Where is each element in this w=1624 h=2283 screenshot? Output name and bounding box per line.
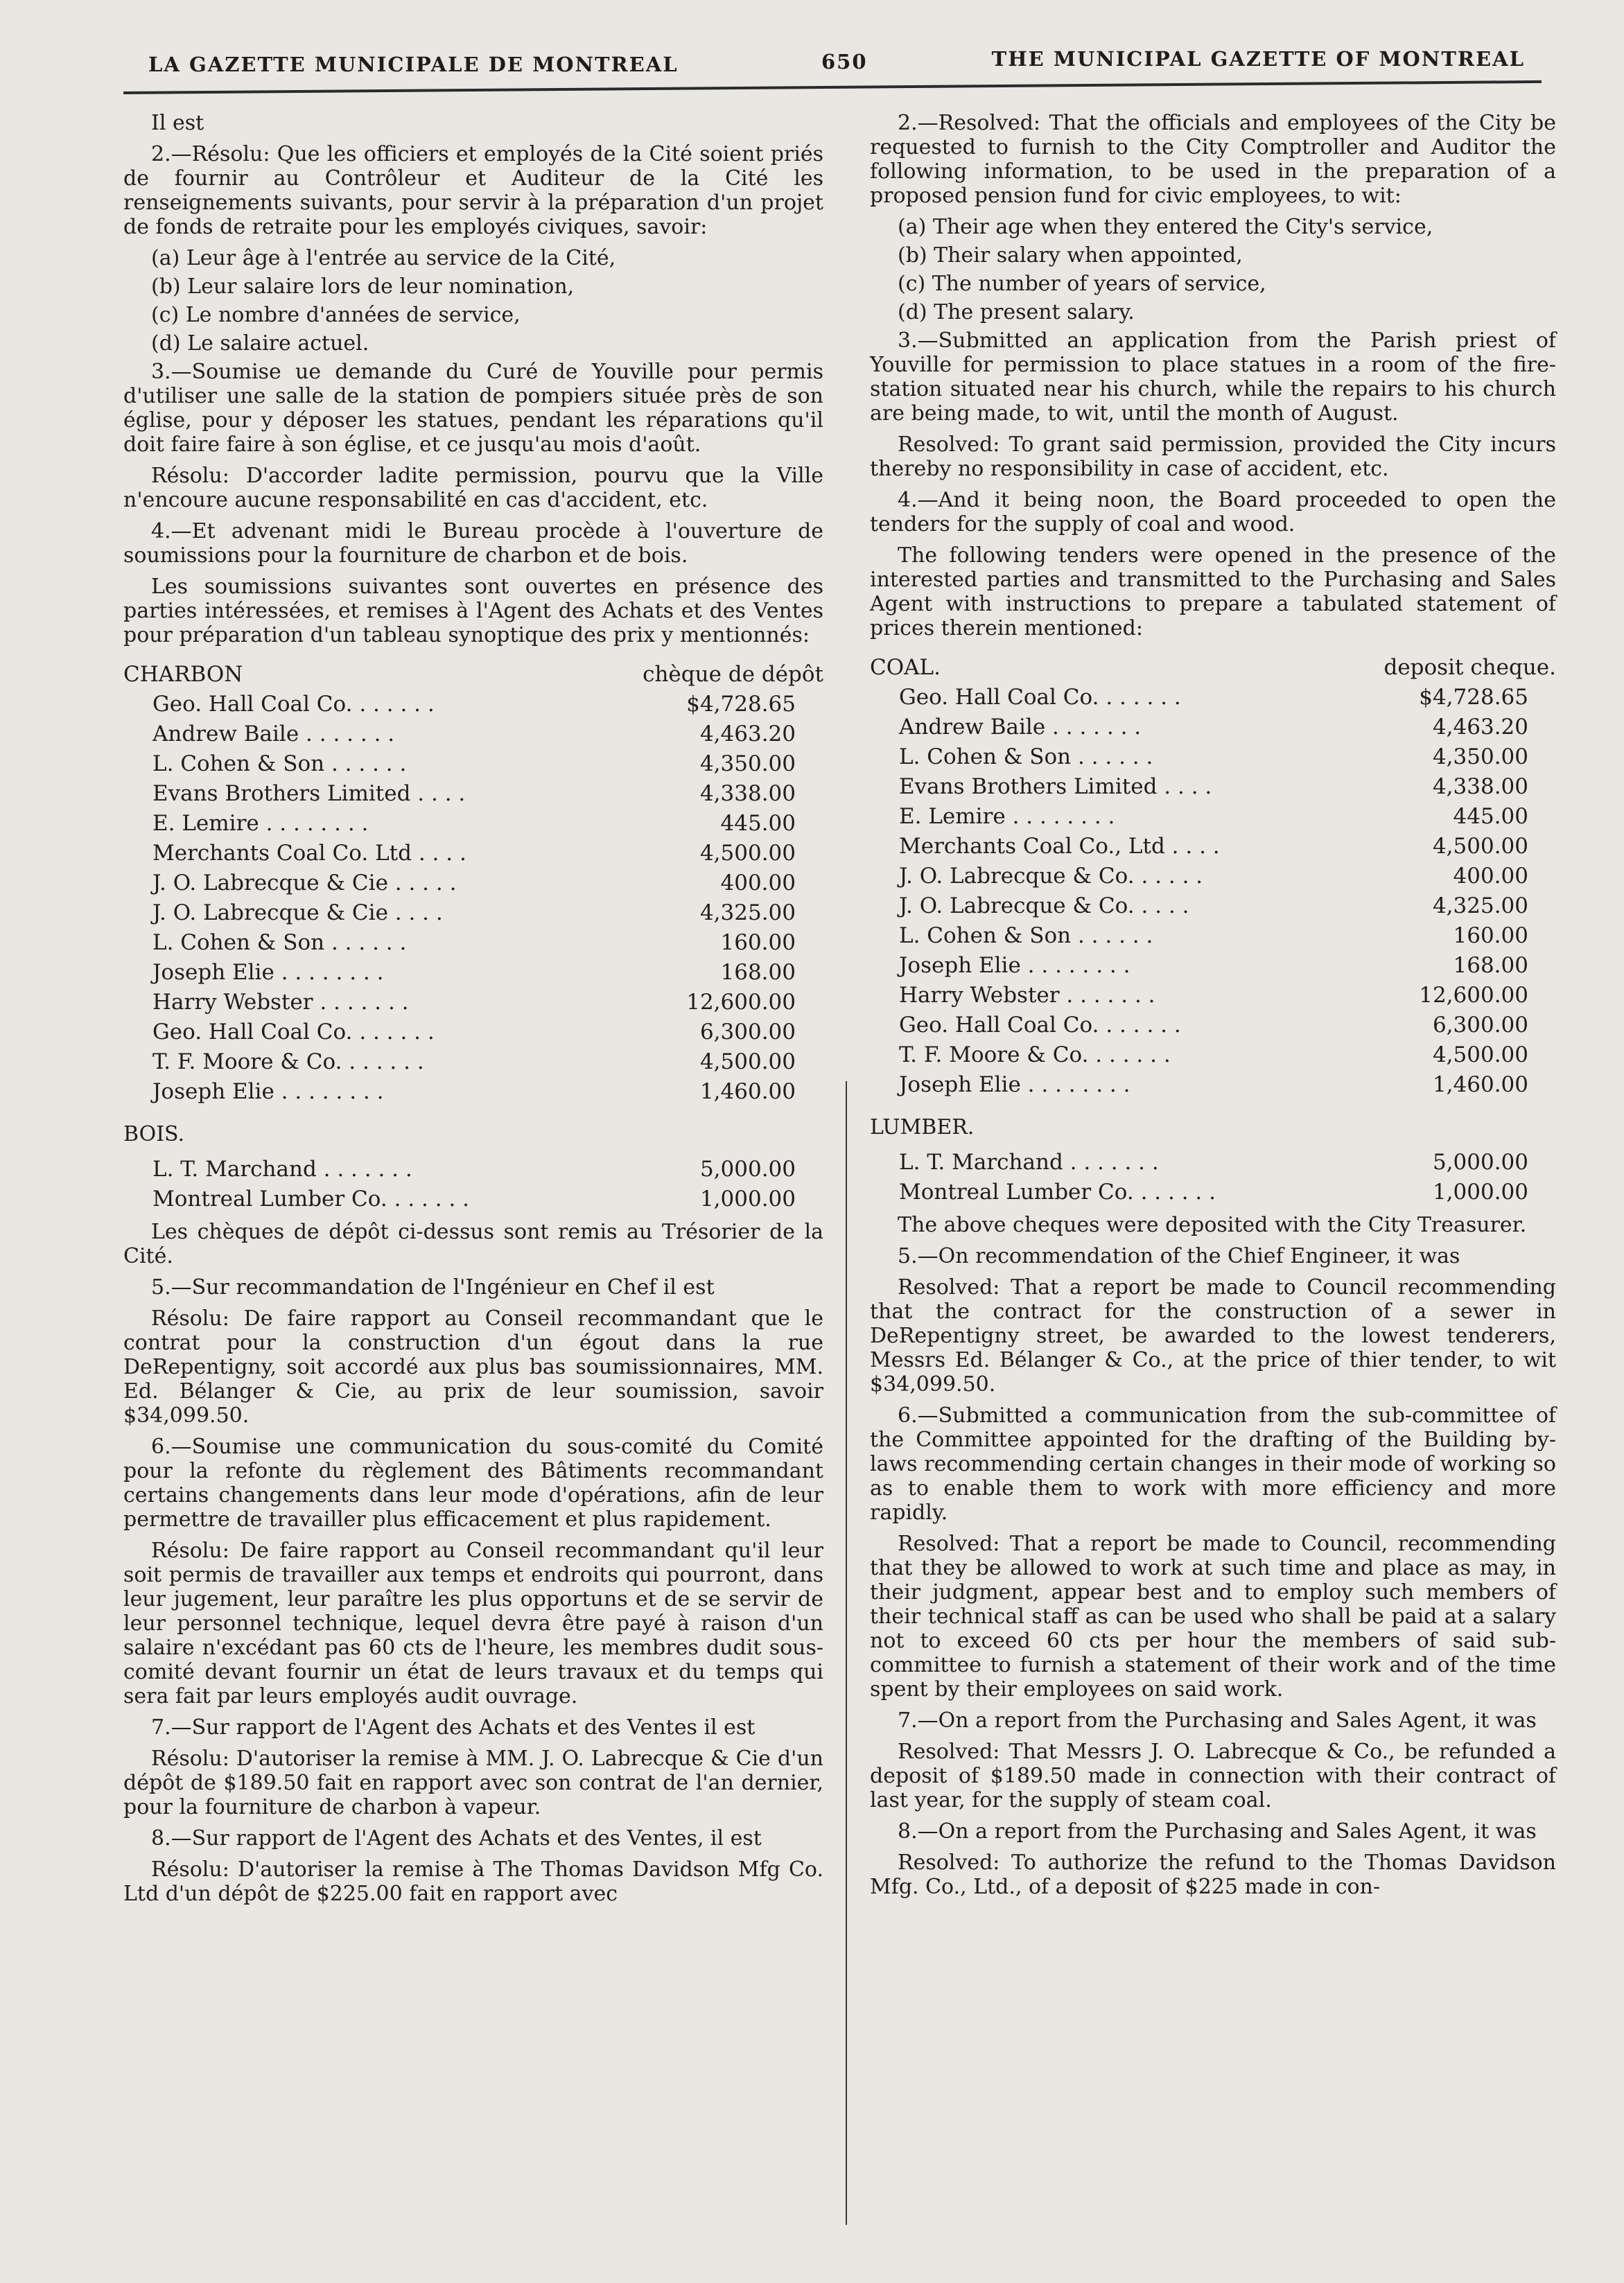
table-row [123, 1155, 823, 1184]
tender-amount: 160.00 [1453, 923, 1528, 948]
table-row [870, 1070, 1556, 1100]
tender-name: Andrew Baile . . . . . . . [152, 721, 395, 746]
paragraph: The following tenders were opened in the presence of the interested parties and transmitted to the Purchasing and Sales Agent with instructions to prepare a tabulated statement of prices therein mentioned: [870, 543, 1556, 640]
list-item: (c) Le nombre d'années de service, [151, 303, 521, 327]
table-row [123, 958, 823, 988]
paragraph: 4.—Et advenant midi le Bureau procède à l'ouverture de soumissions pour la fourniture de charbon et de bois. [123, 519, 823, 568]
list-item: (b) Their salary when appointed, [898, 243, 1243, 268]
tender-name: Geo. Hall Coal Co. . . . . . . [152, 692, 435, 717]
tender-amount: 1,000.00 [699, 1187, 796, 1212]
tender-name: Harry Webster . . . . . . . [152, 990, 409, 1015]
tender-amount: 5,000.00 [699, 1157, 796, 1182]
tender-amount: 168.00 [720, 960, 796, 985]
paragraph: 6.—Submitted a communication from the sub-committee of the Committee appointed for the drafting of the Building by-laws recommending certain changes in their mode of working so as to enable them to work with more efficiency and more rapidly. [870, 1403, 1556, 1525]
tender-name: Harry Webster . . . . . . . [899, 983, 1155, 1008]
tender-amount: 12,600.00 [1419, 983, 1528, 1008]
paragraph: Résolu: D'accorder ladite permission, pourvu que la Ville n'encoure aucune responsabilité en cas d'accident, etc. [123, 464, 823, 512]
coal-table-header [870, 656, 1556, 680]
tender-amount: 1,460.00 [699, 1079, 796, 1104]
paragraph: Résolu: D'autoriser la remise à The Thomas Davidson Mfg Co. Ltd d'un dépôt de $225.00 fait en rapport avec [123, 1857, 823, 1906]
header-french-title: LA GAZETTE MUNICIPALE DE MONTREAL [148, 53, 679, 76]
tender-name: T. F. Moore & Co. . . . . . . [152, 1049, 424, 1074]
coal-table-header [123, 663, 823, 687]
tender-amount: 400.00 [1453, 864, 1528, 889]
tender-name: Andrew Baile . . . . . . . [899, 715, 1142, 740]
list-item: (b) Leur salaire lors de leur nomination, [151, 274, 575, 299]
table-row [123, 868, 823, 898]
table-row [123, 690, 823, 719]
paragraph: 5.—On recommendation of the Chief Engineer, it was [898, 1244, 1460, 1268]
tender-name: L. Cohen & Son . . . . . . [152, 930, 407, 955]
tender-amount: 1,000.00 [1432, 1180, 1528, 1205]
table-row [870, 712, 1556, 742]
tender-name: J. O. Labrecque & Cie . . . . . [152, 871, 457, 895]
tender-amount: 5,000.00 [1432, 1150, 1528, 1175]
table-row [123, 839, 823, 868]
paragraph: Il est [151, 111, 204, 135]
tender-amount: 445.00 [1453, 804, 1528, 829]
list-item: (d) Le salaire actuel. [151, 331, 369, 356]
tender-name: Montreal Lumber Co. . . . . . . [152, 1187, 469, 1212]
tender-amount: $4,728.65 [1419, 685, 1528, 710]
paragraph: Résolu: De faire rapport au Conseil recommandant qu'il leur soit permis de travailler aux temps et endroits qui pourront, dans leur jugement, leur paraître les plus opportuns et de se servir de leur personnel technique, lequel devra être payé à raison d'un salaire n'excédant pas 60 cts de l'heure, les membres dudit sous-comité devant fournir un état de leurs travaux et du temps qui sera fait par leurs employés audit ouvrage. [123, 1539, 823, 1708]
tender-amount: 4,338.00 [1432, 774, 1528, 799]
coal-tender-table [123, 690, 823, 1107]
paragraph: 2.—Résolu: Que les officiers et employés de la Cité soient priés de fournir au Contrôleur et Auditeur de la Cité les renseignements suivants, pour servir à la préparation d'un projet de fonds de retraite pour les employés civiques, savoir: [123, 142, 823, 239]
paragraph: Resolved: To authorize the refund to the Thomas Davidson Mfg. Co., Ltd., of a deposit of $225 made in con- [870, 1851, 1556, 1899]
tender-amount: 4,325.00 [699, 900, 796, 925]
table-row [123, 1017, 823, 1047]
table-row [123, 928, 823, 958]
tender-name: E. Lemire . . . . . . . . [899, 804, 1115, 829]
deposit-column-label: deposit cheque. [1383, 655, 1556, 680]
tender-name: Joseph Elie . . . . . . . . [899, 1072, 1130, 1097]
tender-amount: 4,338.00 [699, 781, 796, 806]
tender-amount: 4,463.20 [699, 721, 796, 746]
tender-name: Geo. Hall Coal Co. . . . . . . [899, 1013, 1181, 1038]
tender-amount: 6,300.00 [1432, 1013, 1528, 1038]
table-row [870, 832, 1556, 861]
table-row [123, 749, 823, 779]
coal-heading: COAL. [870, 655, 941, 680]
paragraph: Les soumissions suivantes sont ouvertes en présence des parties intéressées, et remises à l'Agent des Achats et des Ventes pour préparation d'un tableau synoptique des prix y mentionnés: [123, 575, 823, 647]
table-row [123, 779, 823, 809]
header-rule [123, 80, 1542, 94]
tender-name: T. F. Moore & Co. . . . . . . [899, 1042, 1171, 1067]
paragraph: 7.—Sur rapport de l'Agent des Achats et des Ventes il est [151, 1715, 756, 1740]
tender-amount: 4,500.00 [1432, 1042, 1528, 1067]
tender-name: Geo. Hall Coal Co. . . . . . . [152, 1020, 435, 1044]
tender-name: L. T. Marchand . . . . . . . [899, 1150, 1159, 1175]
table-row [870, 802, 1556, 832]
table-row [870, 1148, 1556, 1178]
page-number: 650 [821, 50, 868, 73]
coal-heading: CHARBON [123, 662, 243, 687]
running-header [146, 47, 1525, 82]
tender-amount: $4,728.65 [686, 692, 796, 717]
tender-amount: 400.00 [720, 871, 796, 895]
paragraph: 2.—Resolved: That the officials and employees of the City be requested to furnish to the City Comptroller and Auditor the following information, to be used in the preparation of a proposed pension fund for civic employees, to wit: [870, 111, 1556, 208]
lumber-tender-table [870, 1148, 1556, 1207]
table-row [123, 1047, 823, 1077]
paragraph: 4.—And it being noon, the Board proceeded to open the tenders for the supply of coal and wood. [870, 488, 1556, 536]
list-item: (c) The number of years of service, [898, 272, 1266, 296]
tender-amount: 4,463.20 [1432, 715, 1528, 740]
paragraph: 6.—Soumise une communication du sous-comité du Comité pour la refonte du règlement des Bâtiments recommandant certains changements dans leur mode d'opérations, afin de leur permettre de travailler plus efficacement et plus rapidement. [123, 1435, 823, 1532]
english-column [870, 111, 1556, 1906]
tender-amount: 4,325.00 [1432, 893, 1528, 918]
tender-name: Montreal Lumber Co. . . . . . . [899, 1180, 1216, 1205]
coal-tender-table [870, 683, 1556, 1100]
paragraph: Resolved: That a report be made to Council, recommending that they be allowed to work at such time and place as may, in their judgment, appear best and to employ such members of their technical staff as can be used who shall be paid at a salary not to exceed 60 cts per hour the members of said sub-committee to furnish a statement of their work and of the time spent by their employees on said work. [870, 1532, 1556, 1702]
deposit-column-label: chèque de dépôt [643, 662, 823, 687]
tender-name: Evans Brothers Limited . . . . [152, 781, 466, 806]
paragraph: 7.—On a report from the Purchasing and Sales Agent, it was [898, 1708, 1537, 1733]
tender-name: J. O. Labrecque & Co. . . . . [899, 893, 1189, 918]
table-row [870, 1178, 1556, 1207]
tender-name: Evans Brothers Limited . . . . [899, 774, 1212, 799]
list-item: (a) Leur âge à l'entrée au service de la Cité, [151, 246, 616, 270]
tender-amount: 12,600.00 [686, 990, 796, 1015]
table-row [870, 742, 1556, 772]
table-row [123, 1077, 823, 1107]
paragraph: Resolved: That Messrs J. O. Labrecque & Co., be refunded a deposit of $189.50 made in connection with their contract of last year, for the supply of steam coal. [870, 1740, 1556, 1812]
tender-name: L. T. Marchand . . . . . . . [152, 1157, 412, 1182]
tender-amount: 4,500.00 [1432, 834, 1528, 859]
tender-name: L. Cohen & Son . . . . . . [899, 923, 1153, 948]
lumber-heading: LUMBER. [870, 1115, 975, 1139]
table-row [870, 683, 1556, 712]
table-row [870, 951, 1556, 981]
tender-amount: 168.00 [1453, 953, 1528, 978]
wood-heading: BOIS. [123, 1122, 185, 1146]
tender-name: Merchants Coal Co., Ltd . . . . [899, 834, 1220, 859]
paragraph: The above cheques were deposited with the City Treasurer. [898, 1213, 1527, 1237]
paragraph: 8.—On a report from the Purchasing and Sales Agent, it was [898, 1819, 1537, 1844]
table-row [123, 809, 823, 839]
table-row [870, 891, 1556, 921]
tender-name: Geo. Hall Coal Co. . . . . . . [899, 685, 1181, 710]
paragraph: Résolu: De faire rapport au Conseil recommandant que le contrat pour la construction d'un égout dans la rue DeRepentigny, soit accordé aux plus bas soumissionnaires, MM. Ed. Bélanger & Cie, au prix de leur soumission, savoir $34,099.50. [123, 1306, 823, 1428]
paragraph: Resolved: To grant said permission, provided the City incurs thereby no responsibility in case of accident, etc. [870, 432, 1556, 481]
table-row [123, 719, 823, 749]
column-divider [846, 1081, 847, 2225]
tender-amount: 4,350.00 [1432, 744, 1528, 769]
tender-name: Joseph Elie . . . . . . . . [152, 1079, 384, 1104]
table-row [870, 1011, 1556, 1040]
tender-name: L. Cohen & Son . . . . . . [152, 751, 407, 776]
tender-amount: 160.00 [720, 930, 796, 955]
tender-amount: 445.00 [720, 811, 796, 836]
table-row [870, 772, 1556, 802]
wood-tender-table [123, 1155, 823, 1214]
tender-name: L. Cohen & Son . . . . . . [899, 744, 1153, 769]
table-row [870, 981, 1556, 1011]
tender-name: Joseph Elie . . . . . . . . [899, 953, 1130, 978]
french-column [123, 111, 823, 1913]
paragraph: Les chèques de dépôt ci-dessus sont remis au Trésorier de la Cité. [123, 1220, 823, 1268]
paragraph: 5.—Sur recommandation de l'Ingénieur en Chef il est [151, 1275, 715, 1300]
tender-amount: 4,500.00 [699, 841, 796, 866]
tender-amount: 6,300.00 [699, 1020, 796, 1044]
tender-name: Merchants Coal Co. Ltd . . . . [152, 841, 466, 866]
paragraph: Resolved: That a report be made to Council recommending that the contract for the construction of a sewer in DeRepentigny street, be awarded to the lowest tenderers, Messrs Ed. Bélanger & Co., at the price of thier tender, to wit $34,099.50. [870, 1275, 1556, 1397]
table-row [123, 898, 823, 928]
list-item: (d) The present salary. [898, 300, 1135, 324]
table-row [870, 861, 1556, 891]
tender-amount: 4,350.00 [699, 751, 796, 776]
list-item: (a) Their age when they entered the City's service, [898, 215, 1433, 239]
tender-amount: 4,500.00 [699, 1049, 796, 1074]
paragraph: 8.—Sur rapport de l'Agent des Achats et des Ventes, il est [151, 1826, 762, 1851]
tender-name: J. O. Labrecque & Cie . . . . [152, 900, 443, 925]
header-english-title: THE MUNICIPAL GAZETTE OF MONTREAL [991, 47, 1525, 71]
paragraph: Résolu: D'autoriser la remise à MM. J. O. Labrecque & Cie d'un dépôt de $189.50 fait en rapport avec son contrat de l'an dernier, pour la fourniture de charbon à vapeur. [123, 1747, 823, 1819]
table-row [123, 1184, 823, 1214]
tender-name: J. O. Labrecque & Co. . . . . . [899, 864, 1203, 889]
paragraph: 3.—Submitted an application from the Parish priest of Youville for permission to place statues in a room of the fire-station situated near his church, while the repairs to his church are being made, to wit, until the month of August. [870, 329, 1556, 426]
table-row [870, 1040, 1556, 1070]
paragraph: 3.—Soumise ue demande du Curé de Youville pour permis d'utiliser une salle de la station de pompiers située près de son église, pour y déposer les statues, pendant les réparations qu'il doit faire faire à son église, et ce jusqu'au mois d'août. [123, 360, 823, 457]
tender-name: E. Lemire . . . . . . . . [152, 811, 369, 836]
table-row [123, 988, 823, 1017]
tender-amount: 1,460.00 [1432, 1072, 1528, 1097]
tender-name: Joseph Elie . . . . . . . . [152, 960, 384, 985]
table-row [870, 921, 1556, 951]
